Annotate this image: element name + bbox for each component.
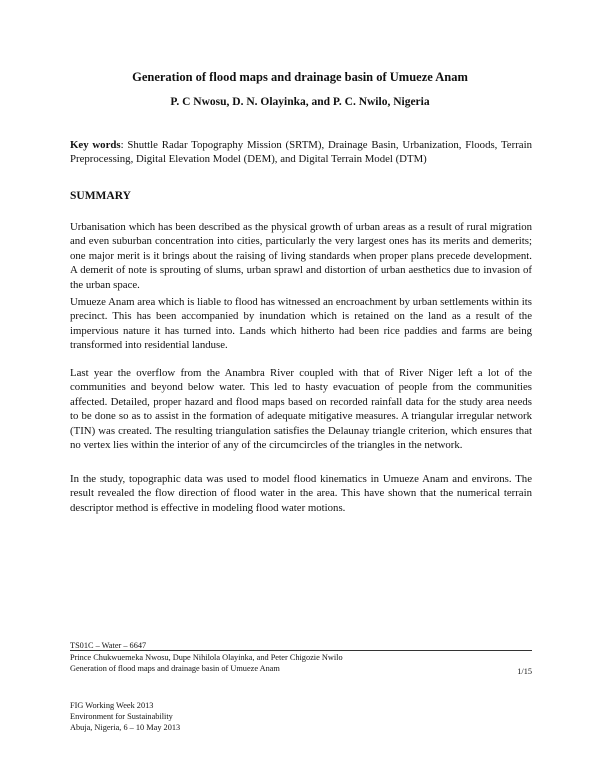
summary-paragraph: In the study, topographic data was used to model flood kinematics in Umueze Anam and environs. The result revealed the flow direction of flood water in the area. This have shown that the numerical terrain descriptor method is effective in modeling flood water motions.	[70, 473, 532, 514]
footer-divider	[70, 650, 532, 651]
keywords-block	[70, 138, 532, 166]
page-number: 1/15	[517, 667, 532, 676]
summary-paragraph: Umueze Anam area which is liable to flood has witnessed an encroachment by urban settlements within its precinct. This has been accompanied by inundation which is retained on the land as a result of the impervious nature it has turned into. Lands which hitherto had been rice paddies and farms are being transformed into residential landuse.	[70, 296, 532, 352]
footer-authors: Prince Chukwuemeka Nwosu, Dupe Nihilola Olayinka, and Peter Chigozie Nwilo	[70, 653, 343, 662]
paper-title: Generation of flood maps and drainage basin of Umueze Anam	[132, 70, 468, 84]
paper-authors: P. C Nwosu, D. N. Olayinka, and P. C. Nwilo, Nigeria	[170, 96, 430, 108]
footer-citation	[70, 652, 532, 674]
event-name: FIG Working Week 2013	[70, 701, 154, 710]
keywords-label: Key words	[70, 139, 121, 151]
footer-title: Generation of flood maps and drainage basin of Umueze Anam	[70, 664, 280, 673]
footer-event	[70, 700, 532, 733]
summary-paragraph: Urbanisation which has been described as the physical growth of urban areas as a result of rural migration and even suburban concentration into cities, particularly the very largest ones has its merits and demerits; one major merit is it brings about the raising of living standards when proper plans precede development. A demerit of note is sprouting of slums, urban sprawl and distortion of urban aesthetics due to invasion of the urban space.	[70, 221, 532, 291]
event-theme: Environment for Sustainability	[70, 712, 173, 721]
keywords-text: : Shuttle Radar Topography Mission (SRTM), Drainage Basin, Urbanization, Floods, Terrain Preprocessing, Digital Elevation Model (DEM), and Digital Terrain Model (DTM)	[70, 139, 532, 165]
footer-code-text: TS01C – Water – 6647	[70, 641, 147, 650]
summary-heading: SUMMARY	[70, 190, 131, 202]
event-place: Abuja, Nigeria, 6 – 10 May 2013	[70, 723, 181, 732]
summary-paragraph: Last year the overflow from the Anambra River coupled with that of River Niger left a lot of the communities and beyond below water. This led to hasty evacuation of people from the communities affected. Detailed, proper hazard and flood maps based on recorded rainfall data for the study area needs to be done so as to assist in the formation of adequate mitigative measures. A triangular irregular network (TIN) was created. The resulting triangulation satisfies the Delaunay triangle criterion, which ensures that no vertex lies within the interior of any of the circumcircles of the triangles in the network.	[70, 367, 532, 452]
